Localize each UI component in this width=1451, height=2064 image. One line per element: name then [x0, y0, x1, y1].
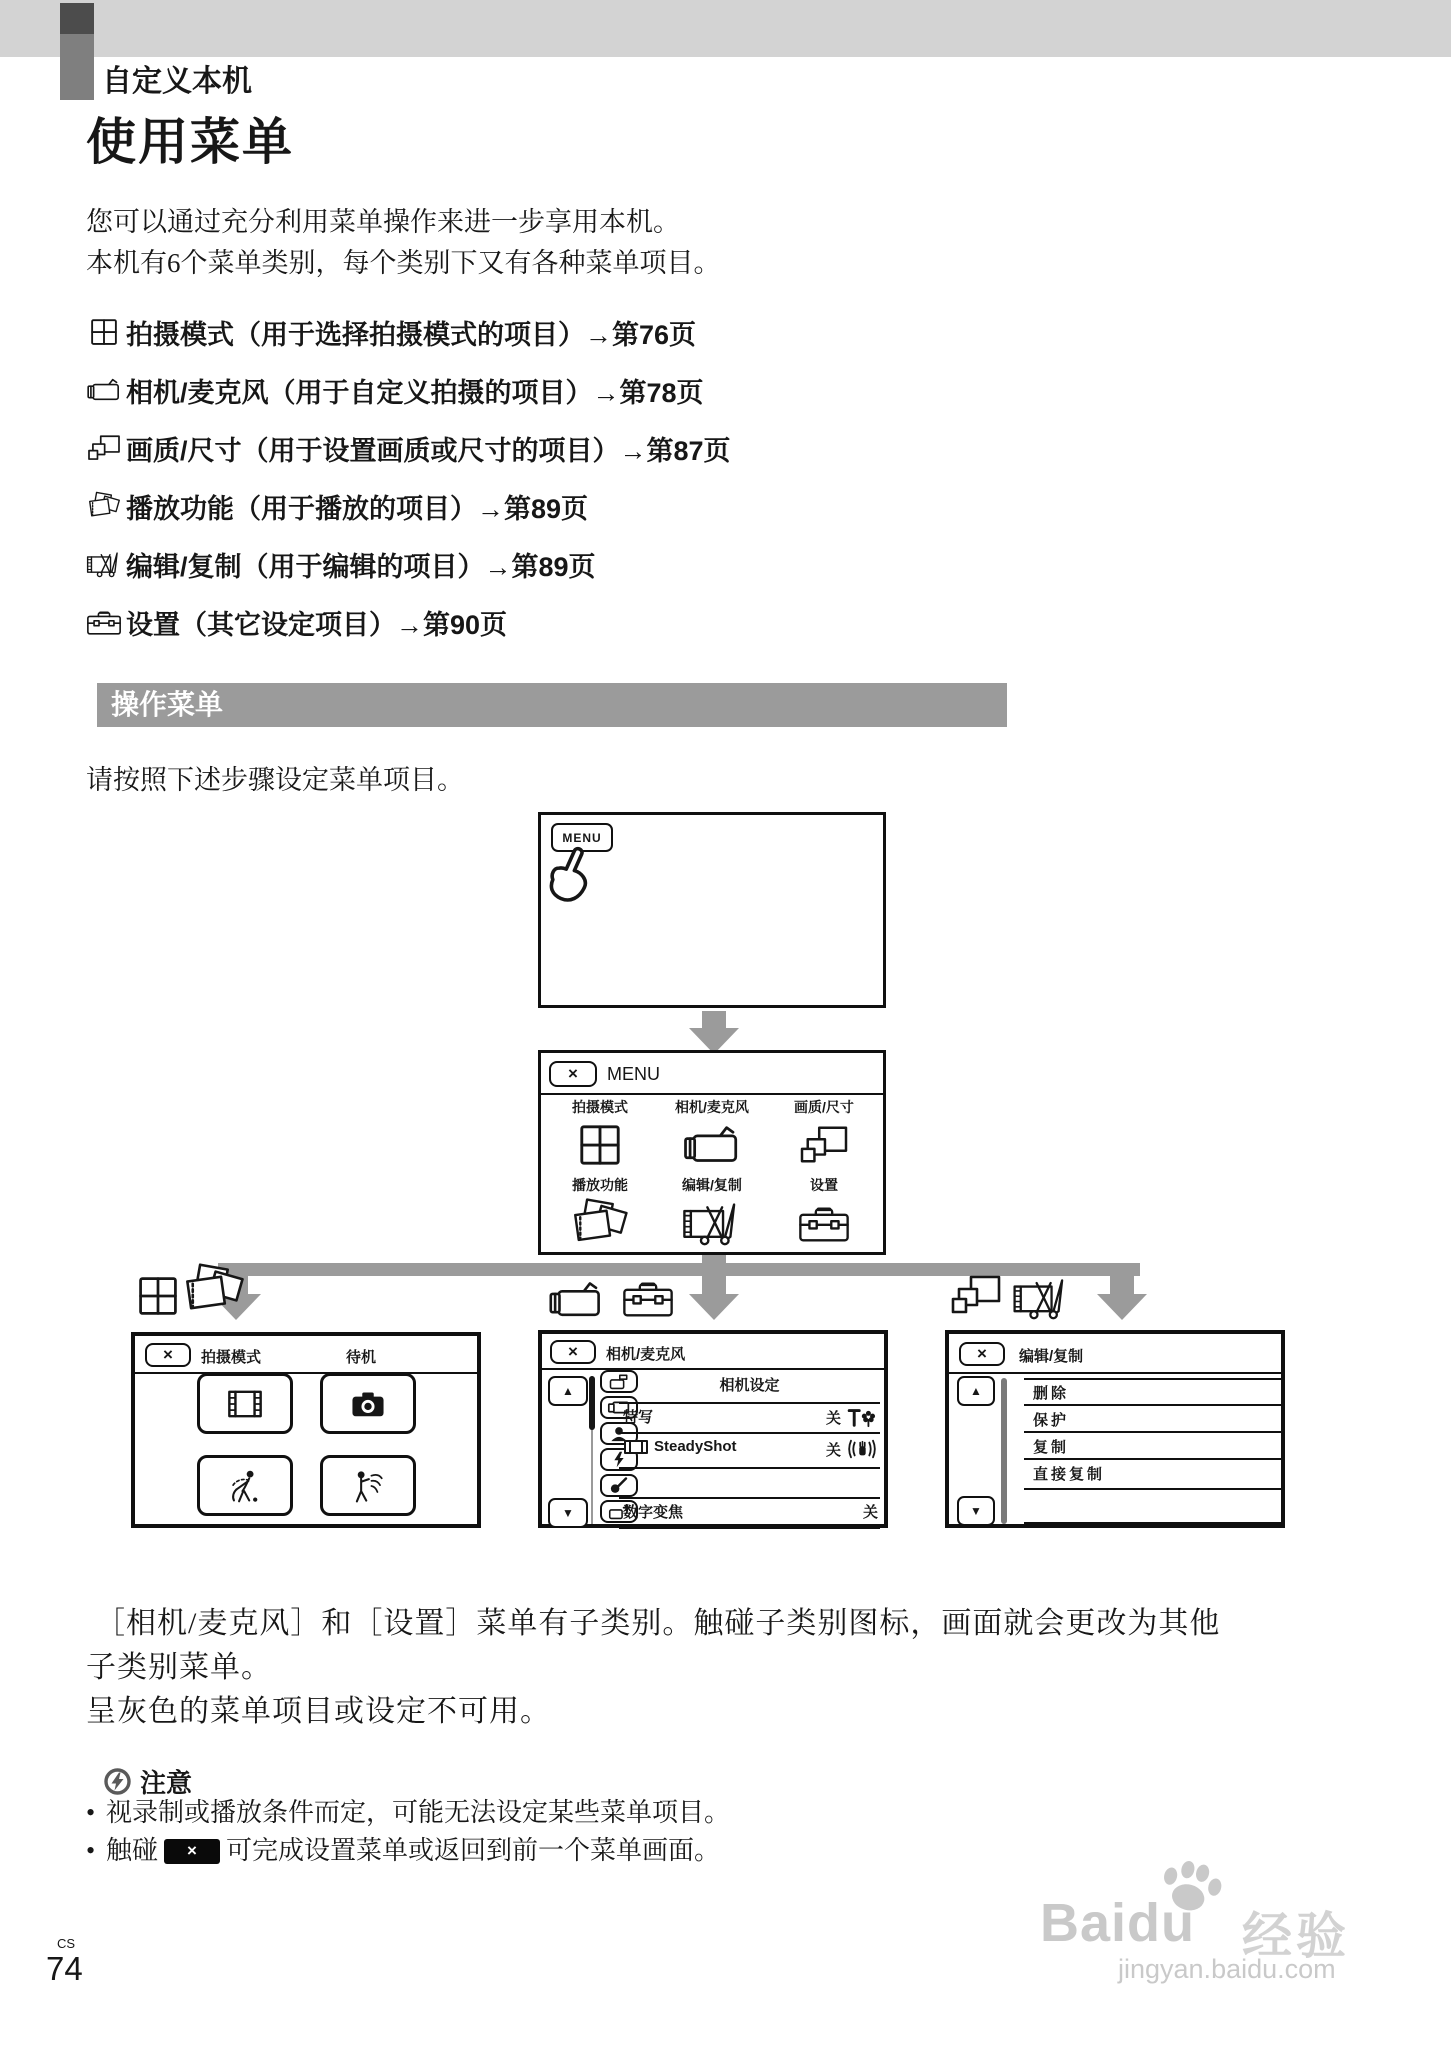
- note-bullet: [86, 1832, 730, 1870]
- setting-label-text: 特写: [623, 1409, 654, 1426]
- edit-copy-screen: [945, 1330, 1285, 1528]
- menu-item-label: 画质/尺寸: [794, 1099, 854, 1115]
- category-row: [86, 477, 731, 535]
- down-arrow-shaft: [702, 1011, 726, 1029]
- menu-item-icon-wrap: [544, 1118, 656, 1172]
- center-arrow-shaft: [702, 1255, 726, 1295]
- toolbox-icon: [620, 1278, 676, 1318]
- note-bullet: [86, 1794, 730, 1832]
- header-divider: [541, 1093, 883, 1095]
- category-row: [86, 419, 731, 477]
- operate-instruction: 请按照下述步骤设定菜单项目。: [86, 765, 464, 795]
- menu-item-label: 相机/麦克风: [675, 1099, 749, 1115]
- setting-value: [619, 1406, 878, 1428]
- close-badge-icon: ×: [164, 1839, 220, 1864]
- edit-copy-icon: [1010, 1276, 1072, 1320]
- row-divider: [1024, 1431, 1282, 1433]
- playback-icon: [86, 491, 122, 521]
- scrollbar-track: [1001, 1378, 1007, 1524]
- menu-item-label: 设置: [810, 1177, 838, 1193]
- toolbox-icon: [86, 607, 122, 637]
- movie-icon: [225, 1388, 265, 1420]
- top-band: [0, 0, 1451, 57]
- page-title: 使用菜单: [86, 114, 294, 170]
- watermark-url: jingyan.baidu.com: [1118, 1954, 1336, 1984]
- scroll-down-button: ▼: [548, 1498, 588, 1528]
- row-divider: [1024, 1522, 1282, 1524]
- note-title: 注意: [140, 1768, 193, 1798]
- bullet-dot: •: [86, 1836, 96, 1865]
- screen-title: 拍摄模式: [201, 1349, 262, 1366]
- grid-icon: [136, 1274, 180, 1318]
- menu-row: 保护: [1033, 1412, 1070, 1429]
- mode-button: [320, 1373, 416, 1434]
- note-bullets: [86, 1794, 730, 1870]
- category-text: 画质/尺寸（用于设置画质或尺寸的项目）→第87页: [126, 435, 731, 466]
- category-row: [86, 303, 731, 361]
- category-text: 相机/麦克风（用于自定义拍摄的项目）→第78页: [126, 377, 704, 408]
- mode-button-grid: [197, 1373, 416, 1516]
- menu-row: 复制: [1033, 1439, 1070, 1456]
- shooting-mode-screen: [131, 1332, 481, 1528]
- language-code: CS: [57, 1936, 76, 1951]
- scroll-up-button: ▲: [548, 1376, 588, 1406]
- close-icon: ×: [959, 1342, 1005, 1366]
- category-text: 拍摄模式（用于选择拍摄模式的项目）→第76页: [126, 319, 697, 350]
- center-arrow-icon: [689, 1294, 739, 1320]
- mode-button: [197, 1373, 293, 1434]
- playback-icon: [570, 1197, 630, 1249]
- menu-key-panel: [538, 812, 886, 1008]
- submenu-title: 相机设定: [719, 1377, 780, 1394]
- menu-screen-title: MENU: [607, 1064, 660, 1084]
- menu-item-icon-wrap: [656, 1196, 768, 1250]
- intro-paragraph: [86, 202, 721, 284]
- menu-item-icon-wrap: [768, 1118, 880, 1172]
- category-text: 播放功能（用于播放的项目）→第89页: [126, 493, 589, 524]
- category-row: [86, 535, 731, 593]
- edit-copy-icon: [681, 1200, 743, 1246]
- row-divider: [1024, 1404, 1282, 1406]
- quality-size-icon: [799, 1123, 849, 1167]
- close-icon: ×: [549, 1061, 597, 1087]
- scrollbar-thumb: [589, 1376, 595, 1430]
- row-divider: [1024, 1458, 1282, 1460]
- right-arrow-icon: [1097, 1294, 1147, 1320]
- mode-button: [320, 1455, 416, 1516]
- menu-grid-item: [768, 1097, 880, 1172]
- row-divider: [619, 1497, 880, 1499]
- quality-size-icon: [86, 433, 122, 463]
- category-row: [86, 361, 731, 419]
- grid-icon: [86, 317, 122, 347]
- category-text: 编辑/复制（用于编辑的项目）→第89页: [126, 551, 596, 582]
- menu-item-label: 播放功能: [572, 1177, 628, 1193]
- corner-square-gray: [60, 34, 94, 100]
- row-divider: [619, 1402, 880, 1404]
- edit-copy-icon: [86, 549, 122, 579]
- menu-row: 删除: [1033, 1385, 1070, 1402]
- menu-item-label: 拍摄模式: [572, 1099, 628, 1115]
- body-line: ［相机/麦克风］和［设置］菜单有子类别。触碰子类别图标，画面就会更改为其他: [95, 1607, 1221, 1640]
- camcorder-icon: [86, 375, 122, 405]
- menu-item-icon-wrap: [768, 1196, 880, 1250]
- setting-value-text: 关: [825, 1409, 841, 1427]
- right-arrow-shaft: [1110, 1276, 1134, 1295]
- header-divider: [949, 1372, 1281, 1374]
- body-line: 呈灰色的菜单项目或设定不可用。: [86, 1695, 551, 1728]
- close-icon: ×: [145, 1343, 191, 1367]
- photo-camera-icon: [350, 1390, 386, 1418]
- menu-row: 直接复制: [1033, 1466, 1106, 1483]
- screen-title: 编辑/复制: [1019, 1348, 1084, 1365]
- menu-grid-item: [544, 1175, 656, 1250]
- setting-value-text: 关: [825, 1441, 841, 1459]
- menu-item-label: 编辑/复制: [682, 1177, 742, 1193]
- body-line: 子类别菜单。: [86, 1651, 272, 1684]
- corner-square-dark: [60, 3, 94, 34]
- intro-line: 您可以通过充分利用菜单操作来进一步享用本机。: [86, 207, 680, 237]
- camcorder-icon: [543, 1280, 609, 1320]
- setting-label-text: SteadyShot: [654, 1438, 737, 1455]
- quality-size-icon: [950, 1272, 1002, 1318]
- bullet-text: 视录制或播放条件而定，可能无法设定某些菜单项目。: [106, 1798, 731, 1827]
- scroll-down-button: ▼: [957, 1496, 995, 1526]
- mode-button: [197, 1455, 293, 1516]
- mic-icon: [607, 1477, 631, 1494]
- smooth-slow-icon: [228, 1468, 262, 1504]
- scroll-up-button: ▲: [957, 1376, 995, 1406]
- golf-shot-icon: [350, 1468, 386, 1504]
- setting-value: [619, 1501, 878, 1522]
- menu-grid: [544, 1097, 880, 1250]
- playback-icon: [182, 1262, 246, 1318]
- menu-grid-item: [656, 1175, 768, 1250]
- rail-button: [600, 1474, 638, 1497]
- camera-mic-screen: [538, 1330, 888, 1528]
- bullet-text: 触碰: [106, 1836, 159, 1865]
- bullet-text: 可完成设置菜单或返回到前一个菜单画面。: [226, 1836, 721, 1865]
- setting-value-text: 关: [862, 1504, 878, 1521]
- body-paragraph: [86, 1602, 1220, 1734]
- tele-macro-icon: [846, 1406, 878, 1428]
- screen-title: 相机/麦克风: [606, 1346, 686, 1363]
- close-icon: ×: [550, 1340, 596, 1364]
- menu-key-button: MENU: [551, 823, 613, 852]
- row-divider: [1024, 1488, 1282, 1490]
- status-label: 待机: [346, 1349, 377, 1366]
- row-divider: [619, 1432, 880, 1434]
- menu-item-icon-wrap: [656, 1118, 768, 1172]
- setting-value: [619, 1438, 878, 1460]
- row-divider: [619, 1467, 880, 1469]
- header-divider: [542, 1368, 884, 1370]
- category-text: 设置（其它设定项目）→第90页: [126, 609, 508, 640]
- row-divider: [1024, 1378, 1282, 1380]
- note-icon: [103, 1767, 132, 1796]
- toolbox-icon: [797, 1203, 851, 1243]
- menu-grid-item: [768, 1175, 880, 1250]
- menu-item-icon-wrap: [544, 1196, 656, 1250]
- menu-grid-item: [656, 1097, 768, 1172]
- intro-line: 本机有6个菜单类别，每个类别下又有各种菜单项目。: [86, 248, 721, 278]
- page-number: 74: [46, 1950, 83, 1987]
- menu-screen: [538, 1050, 886, 1255]
- category-list: [86, 303, 731, 651]
- section-label: 自定义本机: [102, 65, 252, 98]
- row-divider: [619, 1527, 880, 1529]
- bullet-dot: •: [86, 1798, 96, 1827]
- category-row: [86, 593, 731, 651]
- grid-icon: [577, 1122, 623, 1168]
- steadyshot-icon: [846, 1438, 878, 1460]
- watermark-brand: Baidu: [1040, 1893, 1196, 1953]
- setting-label-text: 数字变焦: [623, 1504, 684, 1521]
- watermark-brand-cn: 经验: [1242, 1908, 1350, 1964]
- camcorder-icon: [681, 1124, 743, 1166]
- operate-section-band: 操作菜单: [97, 683, 1007, 727]
- menu-grid-item: [544, 1097, 656, 1172]
